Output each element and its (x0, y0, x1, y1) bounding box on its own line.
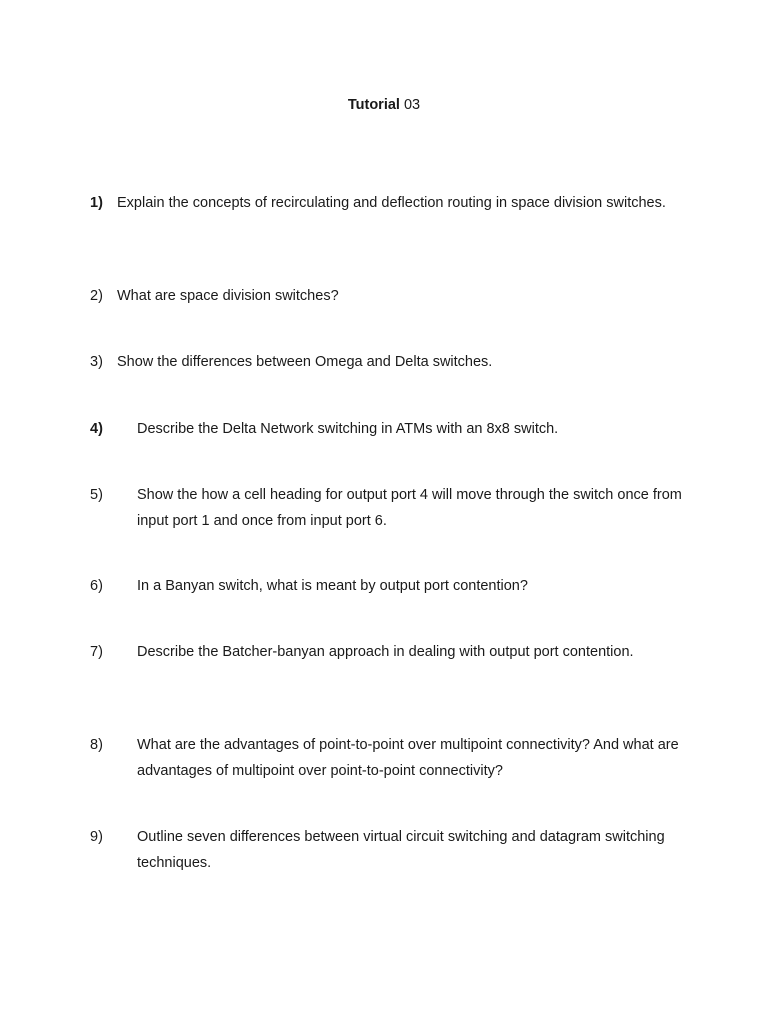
question-number: 5) (90, 487, 103, 503)
question-text: Show the how a cell heading for output port 4 will move through the switch once from input port 1 and once from input port 6. (137, 487, 682, 529)
question-text: What are the advantages of point-to-point over multipoint connectivity? And what are advantages of multipoint over point-to-point connectivity? (137, 737, 679, 779)
question-text: Outline seven differences between virtual circuit switching and datagram switching techniques. (137, 829, 665, 871)
question-number: 7) (90, 644, 103, 660)
question-number: 9) (90, 829, 103, 845)
question-number: 2) (90, 288, 103, 304)
question-text: Describe the Delta Network switching in ATMs with an 8x8 switch. (137, 421, 559, 437)
title-number: 03 (403, 97, 421, 113)
page-title (0, 92, 768, 118)
title-word: Tutorial (347, 97, 400, 113)
question-text: Explain the concepts of recirculating and deflection routing in space division switches. (117, 195, 666, 211)
question-number: 6) (90, 578, 103, 594)
question-text: What are space division switches? (117, 288, 339, 304)
question-number: 8) (90, 737, 103, 753)
question-number: 1) (90, 195, 103, 211)
question-number: 3) (90, 354, 103, 370)
question-number: 4) (90, 421, 103, 437)
question-text: Show the differences between Omega and Delta switches. (117, 354, 493, 370)
question-text: In a Banyan switch, what is meant by output port contention? (137, 578, 528, 594)
question-text: Describe the Batcher-banyan approach in dealing with output port contention. (137, 644, 634, 660)
